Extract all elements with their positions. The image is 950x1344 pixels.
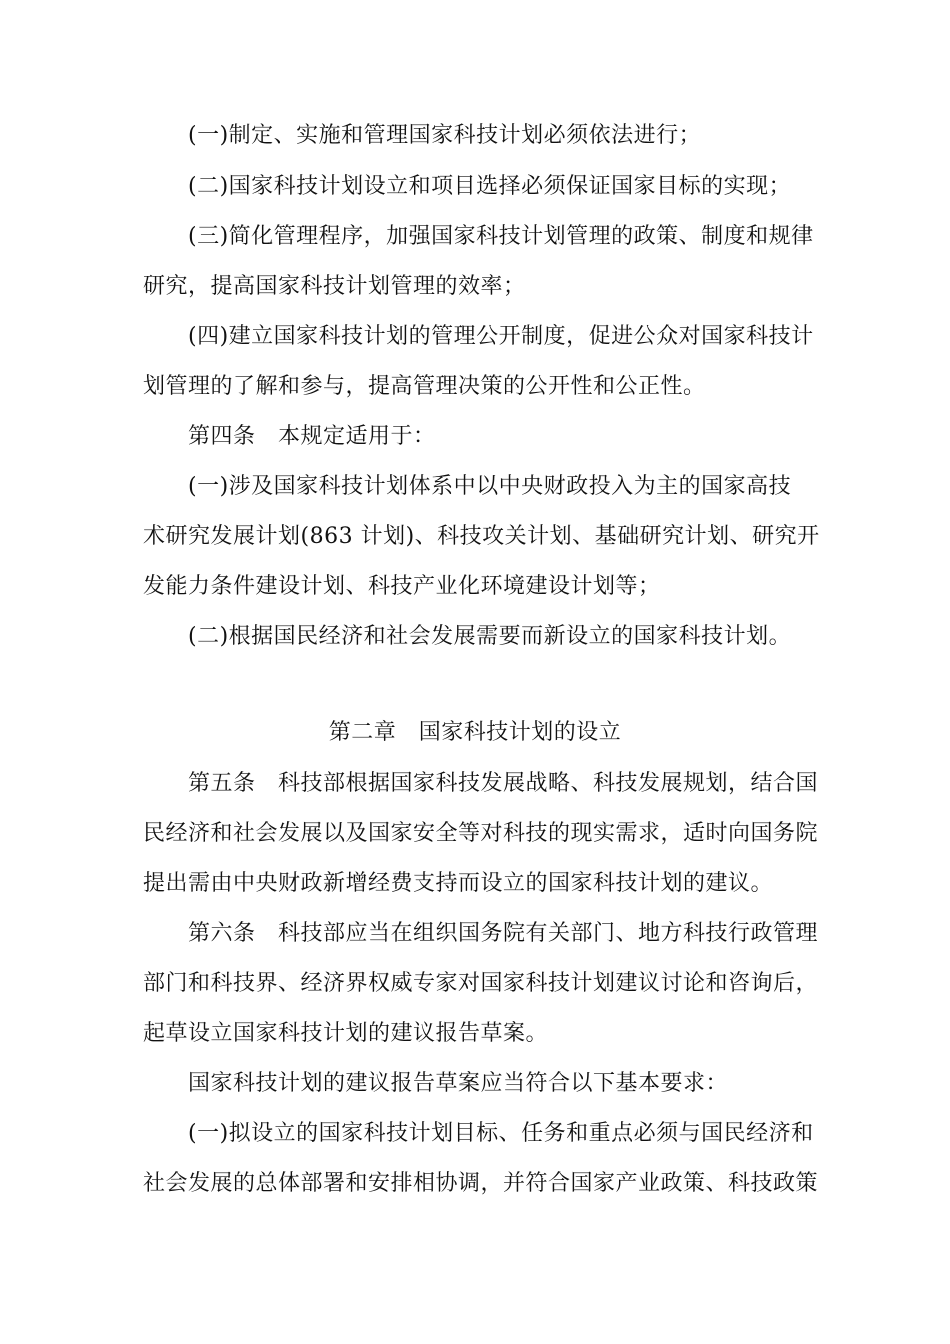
paragraph-line: (二)国家科技计划设立和项目选择必须保证国家目标的实现；: [188, 174, 792, 199]
paragraph-line: 社会发展的总体部署和安排相协调，并符合国家产业政策、科技政策: [143, 1171, 819, 1196]
paragraph-line: (一)制定、实施和管理国家科技计划必须依法进行；: [188, 123, 702, 148]
paragraph-line: 术研究发展计划(863 计划)、科技攻关计划、基础研究计划、研究开: [143, 524, 820, 549]
paragraph-line: 民经济和社会发展以及国家安全等对科技的现实需求，适时向国务院: [143, 821, 819, 846]
paragraph-line: 起草设立国家科技计划的建议报告草案。: [143, 1021, 549, 1046]
paragraph-line: 研究，提高国家科技计划管理的效率；: [143, 274, 526, 299]
article-heading: 第四条 本规定适用于：: [188, 424, 436, 449]
paragraph-line: 国家科技计划的建议报告草案应当符合以下基本要求：: [188, 1071, 729, 1096]
article-heading: 第六条 科技部应当在组织国务院有关部门、地方科技行政管理: [188, 921, 819, 946]
paragraph-line: 划管理的了解和参与，提高管理决策的公开性和公正性。: [143, 374, 706, 399]
paragraph-line: 部门和科技界、经济界权威专家对国家科技计划建议讨论和咨询后，: [143, 971, 819, 996]
paragraph-line: (四)建立国家科技计划的管理公开制度，促进公众对国家科技计: [188, 324, 814, 349]
paragraph-line: (一)涉及国家科技计划体系中以中央财政投入为主的国家高技: [188, 474, 792, 499]
paragraph-line: 发能力条件建设计划、科技产业化环境建设计划等；: [143, 574, 661, 599]
chapter-title-text: 第二章 国家科技计划的设立: [328, 720, 622, 745]
paragraph-line: (三)简化管理程序，加强国家科技计划管理的政策、制度和规律: [188, 224, 814, 249]
paragraph-line: (一)拟设立的国家科技计划目标、任务和重点必须与国民经济和: [188, 1121, 814, 1146]
paragraph-line: 提出需由中央财政新增经费支持而设立的国家科技计划的建议。: [143, 871, 774, 896]
chapter-title: [0, 718, 950, 748]
paragraph-line: (二)根据国民经济和社会发展需要而新设立的国家科技计划。: [188, 624, 792, 649]
article-heading: 第五条 科技部根据国家科技发展战略、科技发展规划，结合国: [188, 771, 819, 796]
